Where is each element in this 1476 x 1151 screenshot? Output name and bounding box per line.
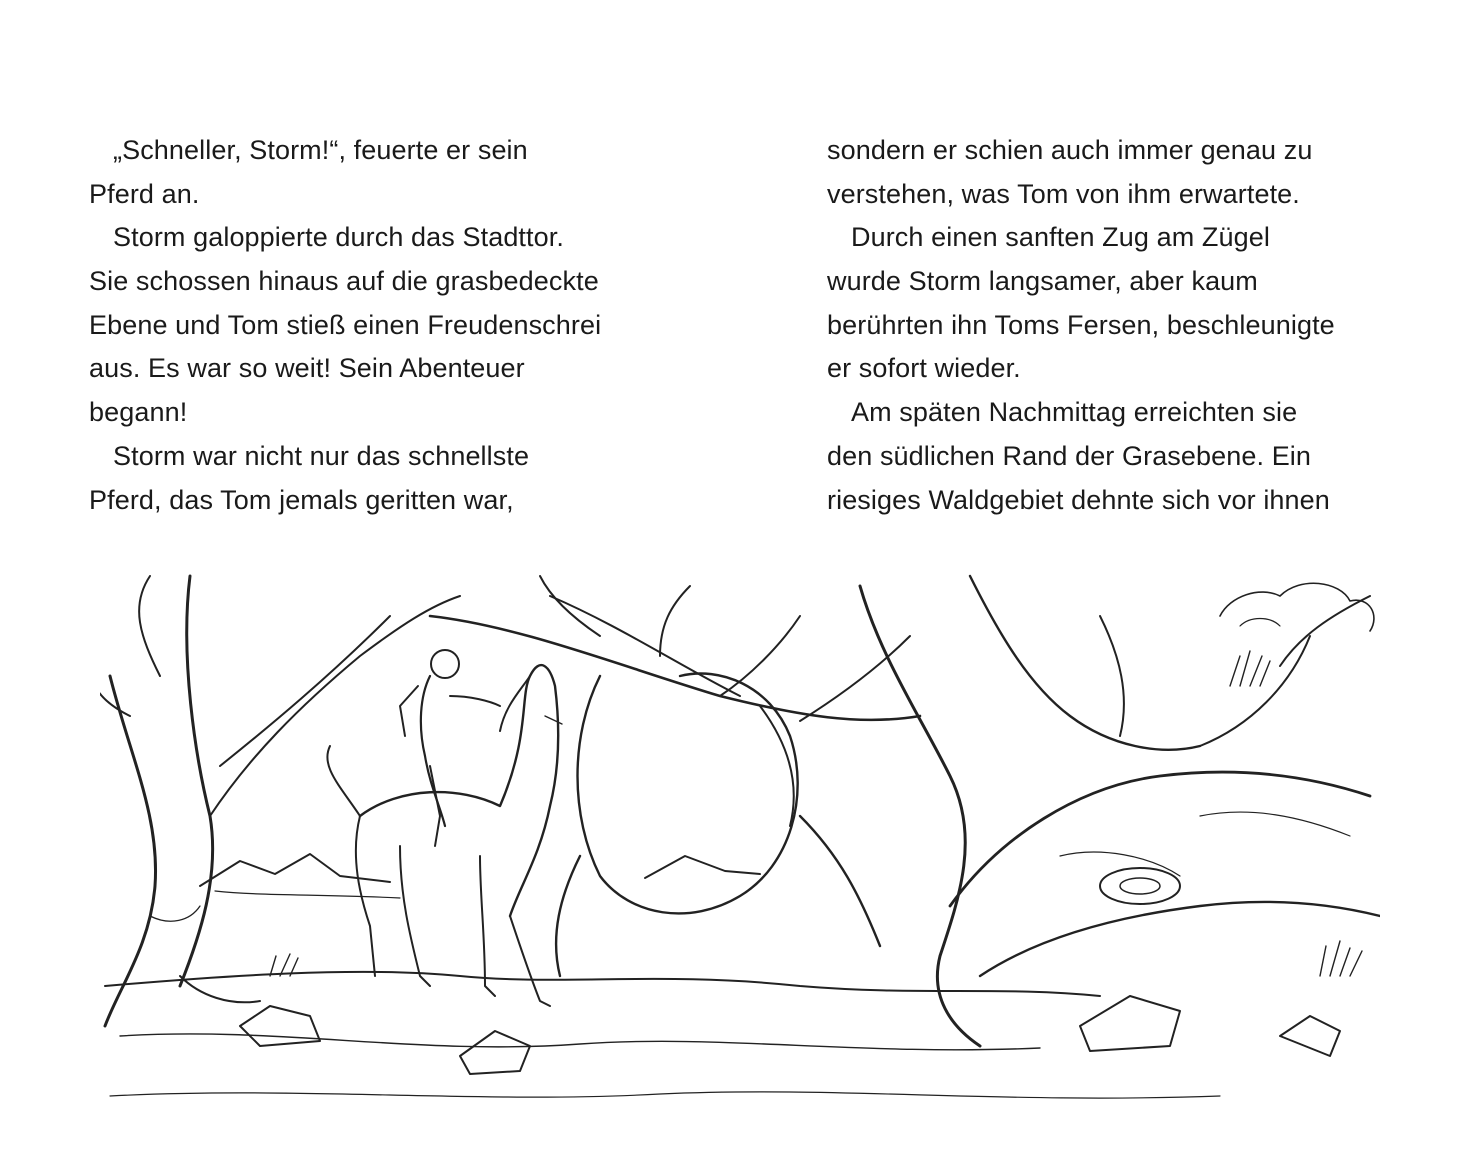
text-line: sondern er schien auch immer genau zu xyxy=(827,135,1313,165)
text-line: Ebene und Tom stieß einen Freudenschrei xyxy=(89,309,602,340)
right-text-column xyxy=(827,129,1427,522)
grass xyxy=(1230,651,1270,686)
rock xyxy=(460,1031,530,1074)
text-line: Sie schossen hinaus auf die grasbedeckte xyxy=(89,266,599,297)
text-line: Pferd an. xyxy=(89,178,200,209)
grass xyxy=(1320,941,1362,976)
text-line: wurde Storm langsamer, aber kaum xyxy=(827,266,1258,297)
rock xyxy=(1280,1016,1340,1056)
text-line: Storm war nicht nur das schnellste xyxy=(113,440,530,471)
distant-mountains xyxy=(200,854,390,886)
right-tree xyxy=(860,586,980,1046)
text-line: aus. Es war so weit! Sein Abenteuer xyxy=(89,353,525,384)
left-text-column xyxy=(89,129,689,522)
text-line: „Schneller, Storm!“, feuerte er sein xyxy=(113,135,528,165)
text-line: er sofort wieder. xyxy=(827,353,1021,384)
rock xyxy=(240,1006,320,1046)
text-line: den südlichen Rand der Grasebene. Ein xyxy=(827,440,1312,471)
text-line: Am späten Nachmittag erreichten sie xyxy=(851,397,1298,428)
rider xyxy=(421,676,445,826)
text-line: riesiges Waldgebiet dehnte sich vor ihnen xyxy=(827,484,1330,515)
horse xyxy=(360,665,558,916)
text-line: Storm galoppierte durch das Stadttor. xyxy=(113,222,564,253)
text-line: begann! xyxy=(89,397,188,428)
forest-illustration xyxy=(100,556,1380,1116)
arching-branch xyxy=(430,616,920,720)
text-line: Durch einen sanften Zug am Zügel xyxy=(851,222,1270,253)
distant-mountains xyxy=(645,856,760,878)
left-tree-trunk xyxy=(105,676,156,1026)
text-line: verstehen, was Tom von ihm erwartete. xyxy=(827,178,1300,209)
text-line: berührten ihn Toms Fersen, beschleunigte xyxy=(827,309,1335,340)
center-tree xyxy=(578,674,798,914)
forest-ground xyxy=(105,972,1100,996)
text-line: Pferd, das Tom jemals geritten war, xyxy=(89,484,514,515)
forest-drawing xyxy=(100,556,1380,1116)
rock xyxy=(1080,996,1180,1051)
